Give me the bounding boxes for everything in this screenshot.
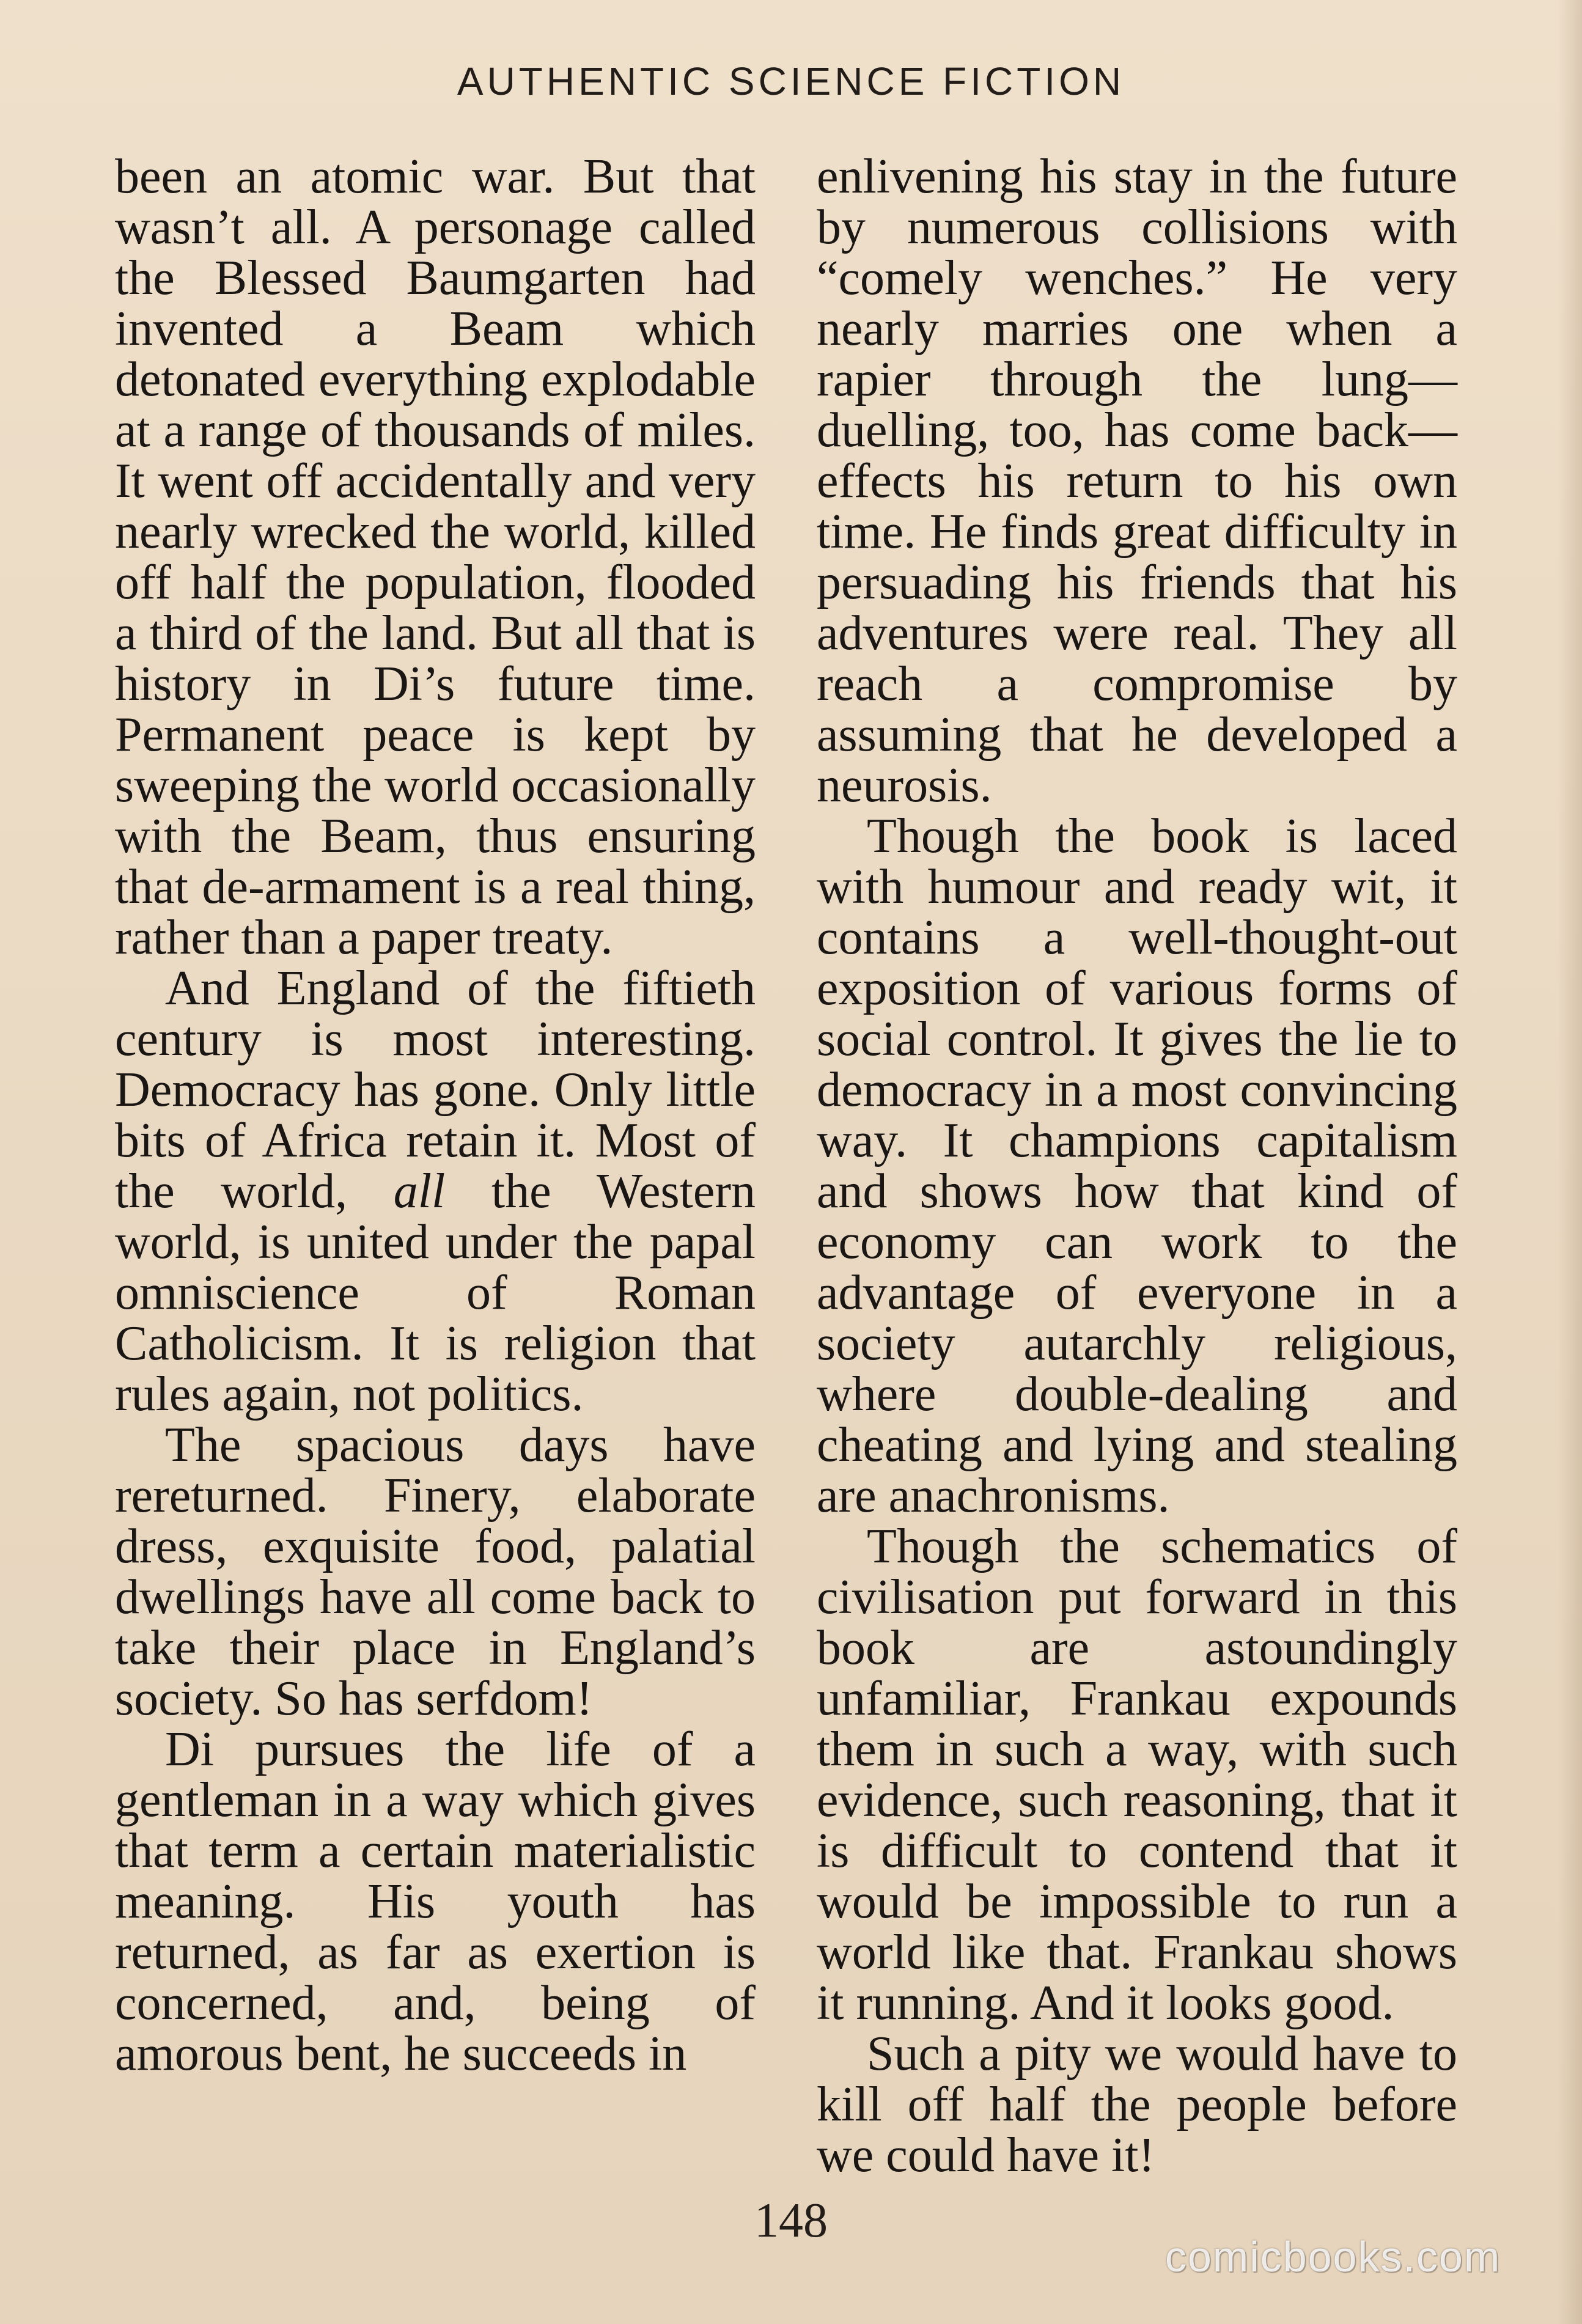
paragraph-schematics: Though the schematics of civilisation put forward in this book are astoundingly unfamiliar, Frankau expounds them in such a way, with such evidence, such reasoning, that it is difficult to contend that it would be impossible to run a world like that. Frankau shows it running. And it looks good.: [817, 1520, 1457, 2030]
site-watermark: comicbooks.com: [1165, 2233, 1501, 2281]
page-number: 148: [754, 2194, 828, 2248]
running-header: AUTHENTIC SCIENCE FICTION: [457, 59, 1125, 103]
paragraph-spacious-days: The spacious days have rereturned. Finery, elaborate dress, exquisite food, palatial dwellings have all come back to take their place in England’s society. So has serfdom!: [115, 1418, 756, 1726]
paragraph-humour: Though the book is laced with humour and ready wit, it contains a well-thought-out exposition of various forms of social control. It gives the lie to democracy in a most convincing way. It champions capitalism and shows how that kind of economy can work to the advantage of everyone in a society autarchly religious, where double-dealing and cheating and lying and stealing are anachronisms.: [817, 809, 1457, 1523]
paragraph-di-pursues: Di pursues the life of a gentleman in a way which gives that term a certain materialistic meaning. His youth has returned, as far as exertion is concerned, and, being of amorous bent, he succeeds in: [115, 1723, 756, 2081]
paragraph-england: [115, 963, 756, 1420]
paragraph-enlivening: enlivening his stay in the future by numerous collisions with “comely wenches.” He very nearly marries one when a rapier through the lung—duelling, too, has come back—effects his return to his own time. He finds great difficulty in persuading his friends that his adventures were real. They all reach a compromise by assuming that he developed a neurosis.: [817, 150, 1457, 812]
right-column: [817, 152, 1457, 2181]
paragraph-text: the Western world, is united under the papal omniscience of Roman Catholicism. It is religion that rules again, not politics.: [115, 1164, 756, 1421]
emphasis-all: all: [393, 1164, 446, 1218]
paragraph-text: And England of the fiftieth century is most interesting. Democracy has gone. Only little bits of Africa retain it. Most of the world,: [115, 962, 756, 1218]
paragraph-continued: been an atomic war. But that wasn’t all. A personage called the Blessed Baumgarten had invented a Beam which detonated everything explodable at a range of thousands of miles. It went off accidentally and very nearly wrecked the world, killed off half the population, flooded a third of the land. But all that is history in Di’s future time. Permanent peace is kept by sweeping the world occasionally with the Beam, thus ensuring that de-armament is a real thing, rather than a paper treaty.: [115, 150, 756, 965]
left-column: [115, 152, 756, 2079]
paragraph-such-a-pity: Such a pity we would have to kill off half the people before we could have it!: [817, 2027, 1457, 2182]
